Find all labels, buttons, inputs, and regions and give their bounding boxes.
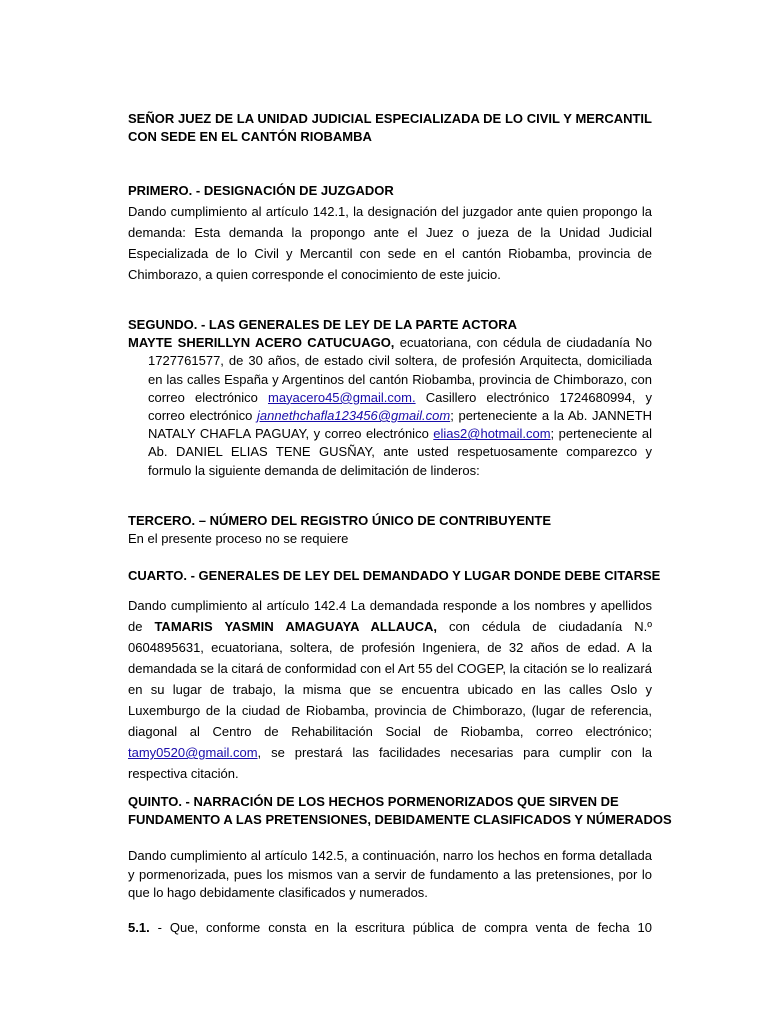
segundo-text-c: ; perteneciente a la Ab. JANNETH NATALY CHAFLA PAGUAY, y correo electrónico bbox=[148, 408, 652, 442]
item-number: 5.1. bbox=[128, 920, 150, 935]
quinto-heading-line-2: FUNDAMENTO A LAS PRETENSIONES, DEBIDAMENTE CLASIFICADOS Y NÚMERADOS bbox=[128, 812, 672, 827]
segundo-heading: SEGUNDO. - LAS GENERALES DE LEY DE LA PARTE ACTORA bbox=[128, 317, 518, 332]
section-primero bbox=[128, 180, 652, 285]
segundo-text-d: ; perteneciente al Ab. DANIEL ELIAS TENE GUSÑAY, ante usted respetuosamente comparezco y formulo la siguiente demanda de delimitación de linderos: bbox=[148, 426, 653, 478]
quinto-heading-line-1: QUINTO. - NARRACIÓN DE LOS HECHOS PORMENORIZADOS QUE SIRVEN DE bbox=[128, 794, 619, 809]
cuarto-heading: CUARTO. - GENERALES DE LEY DEL DEMANDADO Y LUGAR DONDE DEBE CITARSE bbox=[128, 568, 661, 583]
tercero-text: En el presente proceso no se requiere bbox=[128, 531, 349, 546]
lawyer-email-link-2[interactable]: elias2@hotmail.com bbox=[433, 426, 551, 442]
cuarto-text-c: , se prestará las facilidades necesarias para cumplir con la respectiva citación. bbox=[128, 745, 652, 781]
segundo-text bbox=[128, 334, 652, 480]
section-quinto bbox=[128, 793, 672, 829]
lawyer-email-link-1[interactable]: jannethchafla123456@gmail.com bbox=[257, 408, 451, 424]
actor-email-link[interactable]: mayacero45@gmail.com. bbox=[268, 389, 416, 405]
cuarto-text-a: Dando cumplimiento al artículo 142.4 La demandada responde a los nombres y apellidos de bbox=[128, 598, 652, 634]
item-text: - Que, conforme consta en la escritura pública de compra venta de fecha 10 bbox=[149, 920, 652, 935]
defendant-name: TAMARIS YASMIN AMAGUAYA ALLAUCA, bbox=[154, 619, 437, 634]
defendant-email-link[interactable]: tamy0520@gmail.com bbox=[128, 745, 258, 760]
quinto-intro bbox=[128, 847, 652, 903]
quinto-item-5-1 bbox=[128, 917, 652, 938]
segundo-text-a: ecuatoriana, con cédula de ciudadanía No 1727761577, de 30 años, de estado civil soltera, de profesión Arquitecta, domiciliada en las calles España y Argentinos del cantón Riobamba, provincia de Chimborazo, con correo electrónico bbox=[148, 335, 652, 405]
tercero-heading: TERCERO. – NÚMERO DEL REGISTRO ÚNICO DE CONTRIBUYENTE bbox=[128, 513, 552, 528]
title-line-2: CON SEDE EN EL CANTÓN RIOBAMBA bbox=[128, 129, 372, 144]
segundo-text-b: Casillero electrónico 1724680994, y correo electrónico bbox=[148, 389, 652, 424]
cuarto-text bbox=[128, 595, 652, 784]
primero-heading: PRIMERO. - DESIGNACIÓN DE JUZGADOR bbox=[128, 183, 394, 198]
section-segundo bbox=[128, 316, 652, 480]
cuarto-text-b: con cédula de ciudadanía N.º 0604895631, ecuatoriana, soltera, de profesión Ingeniera, de 32 años de edad. A la demandada se la citará de conformidad con el Art 55 del COGEP, la citación se lo realizará en su lugar de trabajo, la misma que se encuentra ubicado en las calles Oslo y Luxemburgo de la ciudad de Riobamba, provincia de Chimborazo, (lugar de referencia, diagonal al Centro de Rehabilitación Social de Riobamba, correo electrónico; bbox=[128, 619, 652, 739]
document-title bbox=[128, 110, 652, 146]
quinto-text: Dando cumplimiento al artículo 142.5, a continuación, narro los hechos en forma detallada y pormenorizada, pues los mismos van a servir de fundamento a las pretensiones, por lo que lo hago debidamente clasificados y numerados. bbox=[128, 848, 652, 900]
section-tercero bbox=[128, 512, 652, 548]
section-cuarto bbox=[128, 565, 661, 784]
primero-text: Dando cumplimiento al artículo 142.1, la designación del juzgador ante quien propongo la demanda: Esta demanda la propongo ante el Juez o jueza de la Unidad Judicial Especializada de lo Civil y Mercantil con sede en el cantón Riobamba, provincia de Chimborazo, a quien corresponde el conocimiento de este juicio. bbox=[128, 204, 652, 282]
title-line-1: SEÑOR JUEZ DE LA UNIDAD JUDICIAL ESPECIALIZADA DE LO CIVIL Y MERCANTIL bbox=[128, 111, 652, 126]
actor-name: MAYTE SHERILLYN ACERO CATUCUAGO, bbox=[128, 335, 395, 351]
